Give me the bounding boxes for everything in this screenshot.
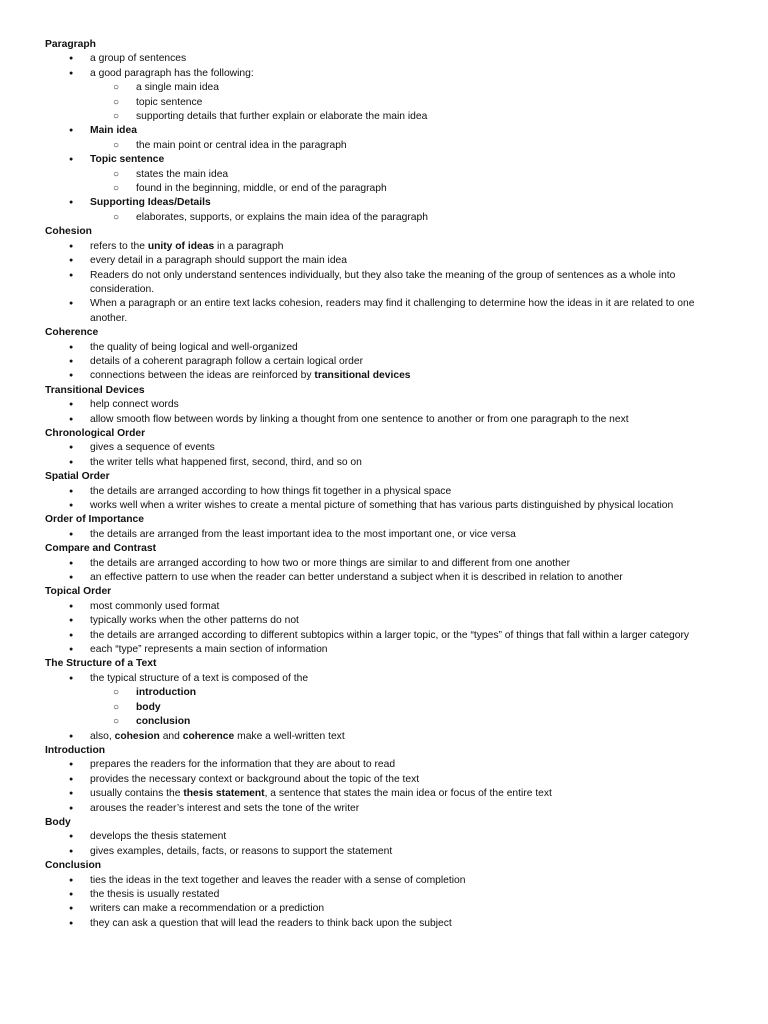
bullet-icon: ●	[69, 242, 74, 250]
bullet-icon: ●	[69, 775, 74, 783]
bullet-item	[45, 441, 725, 455]
bold-text: Topical Order	[45, 586, 112, 598]
bullet-item	[45, 413, 725, 427]
line-text	[90, 557, 725, 571]
bold-text: Transitional Devices	[45, 384, 145, 396]
bullet-icon: ●	[69, 300, 74, 308]
bullet-item	[45, 571, 725, 585]
line-text	[90, 902, 725, 916]
text-run: typically works when the other patterns do not	[90, 615, 299, 627]
bold-text: The Structure of a Text	[45, 658, 157, 670]
line-text	[90, 830, 725, 844]
section-heading	[45, 542, 725, 556]
line-text	[90, 485, 725, 499]
circle-bullet-icon: ○	[113, 716, 120, 728]
bullet-item	[45, 52, 725, 66]
text-run: also,	[90, 730, 115, 742]
line-text	[45, 470, 725, 484]
text-run: connections between the ideas are reinforced by	[90, 370, 315, 382]
bullet-icon: ●	[69, 69, 74, 77]
bold-text: coherence	[182, 730, 235, 742]
sub-bullet-item	[45, 139, 725, 153]
bold-text: Main idea	[90, 125, 137, 137]
text-run: gives examples, details, facts, or reasons to support the statement	[90, 845, 393, 857]
bullet-icon: ●	[69, 199, 74, 207]
bullet-icon: ●	[69, 487, 74, 495]
bullet-icon: ●	[69, 890, 74, 898]
line-text	[136, 81, 725, 95]
bullet-item	[45, 240, 725, 254]
text-run: the details are arranged from the least important idea to the most important one, or vice versa	[90, 528, 516, 540]
line-text	[136, 139, 725, 153]
bold-text: Order of Importance	[45, 514, 144, 526]
bullet-item	[45, 802, 725, 816]
text-run: a single main idea	[136, 82, 219, 94]
bullet-item	[45, 369, 725, 383]
bullet-icon: ●	[69, 833, 74, 841]
line-text	[90, 456, 725, 470]
text-run: arouses the reader’s interest and sets the tone of the writer	[90, 802, 360, 814]
bold-text: Supporting Ideas/Details	[90, 197, 211, 209]
bullet-icon: ●	[69, 617, 74, 625]
bullet-icon: ●	[69, 444, 74, 452]
sub-bullet-item	[45, 701, 725, 715]
text-run: states the main idea	[136, 168, 229, 180]
bullet-icon: ●	[69, 905, 74, 913]
bullet-item	[45, 917, 725, 931]
bullet-icon: ●	[69, 790, 74, 798]
line-text	[136, 182, 725, 196]
bullet-icon: ●	[69, 761, 74, 769]
bullet-item	[45, 902, 725, 916]
bullet-icon: ●	[69, 372, 74, 380]
bold-text: Spatial Order	[45, 471, 110, 483]
line-text	[90, 787, 725, 801]
bold-text: Introduction	[45, 744, 106, 756]
bullet-item	[45, 254, 725, 268]
text-run: a group of sentences	[90, 53, 187, 65]
sub-bullet-item	[45, 96, 725, 110]
text-run: elaborates, supports, or explains the main idea of the paragraph	[136, 211, 428, 223]
bullet-icon: ●	[69, 876, 74, 884]
section-heading	[45, 744, 725, 758]
bullet-icon: ●	[69, 847, 74, 855]
bullet-item	[45, 485, 725, 499]
bullet-item	[45, 600, 725, 614]
section-heading	[45, 225, 725, 239]
bullet-icon: ●	[69, 602, 74, 610]
bullet-item	[45, 614, 725, 628]
line-text	[90, 52, 725, 66]
bold-text: Conclusion	[45, 860, 102, 872]
bullet-item	[45, 153, 725, 167]
bullet-icon: ●	[69, 127, 74, 135]
bullet-item	[45, 888, 725, 902]
line-text	[45, 427, 725, 441]
text-run: , a sentence that states the main idea or focus of the entire text	[264, 788, 552, 800]
line-text	[136, 211, 725, 225]
text-run: prepares the readers for the information that they are about to read	[90, 759, 396, 771]
text-run: the quality of being logical and well-organized	[90, 341, 298, 353]
line-text	[136, 168, 725, 182]
line-text	[90, 67, 725, 81]
bullet-item	[45, 341, 725, 355]
bullet-icon: ●	[69, 401, 74, 409]
line-text	[90, 571, 725, 585]
sub-bullet-item	[45, 686, 725, 700]
line-text	[45, 657, 725, 671]
line-text	[45, 326, 725, 340]
line-text	[90, 269, 725, 298]
line-text	[90, 614, 725, 628]
bullet-item	[45, 456, 725, 470]
text-run: the details are arranged according to different subtopics within a larger topic, or the “types” of things that fall within a larger category	[90, 629, 690, 641]
circle-bullet-icon: ○	[113, 211, 120, 223]
line-text	[136, 96, 725, 110]
line-text	[90, 124, 725, 138]
circle-bullet-icon: ○	[113, 701, 120, 713]
bullet-icon: ●	[69, 415, 74, 423]
line-text	[136, 701, 725, 715]
bold-text: Compare and Contrast	[45, 543, 156, 555]
section-heading	[45, 859, 725, 873]
bullet-item	[45, 758, 725, 772]
text-run: and	[159, 730, 183, 742]
bullet-item	[45, 196, 725, 210]
text-run: the writer tells what happened first, second, third, and so on	[90, 456, 362, 468]
line-text	[90, 600, 725, 614]
text-run: each “type” represents a main section of information	[90, 644, 328, 656]
bullet-item	[45, 672, 725, 686]
line-text	[45, 859, 725, 873]
line-text	[90, 355, 725, 369]
bullet-item	[45, 499, 725, 513]
bullet-item	[45, 845, 725, 859]
text-run: provides the necessary context or background about the topic of the text	[90, 773, 420, 785]
line-text	[90, 240, 725, 254]
text-run: make a well-written text	[234, 730, 345, 742]
line-text	[45, 225, 725, 239]
text-run: Readers do not only understand sentences individually, but they also take the meaning of the group of sentences as a whole into consideration.	[90, 269, 676, 295]
text-run: works well when a writer wishes to create a mental picture of something that has various parts distinguished by physical location	[90, 500, 674, 511]
bold-text: Body	[45, 816, 71, 828]
section-heading	[45, 657, 725, 671]
line-text	[90, 643, 725, 657]
text-run: the details are arranged according to how two or more things are similar to and different from one another	[90, 557, 571, 569]
bold-text: conclusion	[136, 716, 191, 728]
bold-text: Coherence	[45, 327, 99, 339]
bold-text: thesis statement	[183, 788, 265, 800]
bullet-item	[45, 355, 725, 369]
text-run: help connect words	[90, 399, 179, 411]
bold-text: unity of ideas	[147, 240, 215, 252]
bullet-item	[45, 830, 725, 844]
line-text	[136, 686, 725, 700]
bullet-icon: ●	[69, 55, 74, 63]
circle-bullet-icon: ○	[113, 82, 120, 94]
bullet-item	[45, 874, 725, 888]
line-text	[45, 38, 725, 52]
circle-bullet-icon: ○	[113, 687, 120, 699]
line-text	[90, 629, 725, 643]
circle-bullet-icon: ○	[113, 139, 120, 151]
section-heading	[45, 585, 725, 599]
line-text	[90, 802, 725, 816]
bold-text: Chronological Order	[45, 427, 146, 439]
document-body	[45, 38, 725, 931]
text-run: they can ask a question that will lead the readers to think back upon the subject	[90, 917, 452, 929]
section-heading	[45, 470, 725, 484]
line-text	[45, 585, 725, 599]
bullet-item	[45, 269, 725, 298]
bullet-icon: ●	[69, 502, 74, 509]
line-text	[90, 730, 725, 744]
bullet-icon: ●	[69, 559, 74, 567]
circle-bullet-icon: ○	[113, 168, 120, 180]
section-heading	[45, 513, 725, 527]
section-heading	[45, 38, 725, 52]
text-run: develops the thesis statement	[90, 831, 227, 843]
line-text	[45, 744, 725, 758]
bullet-icon: ●	[69, 804, 74, 812]
line-text	[90, 888, 725, 902]
bullet-icon: ●	[69, 574, 74, 582]
text-run: most commonly used format	[90, 600, 220, 612]
line-text	[90, 153, 725, 167]
text-run: refers to the	[90, 240, 148, 252]
section-heading	[45, 816, 725, 830]
line-text	[90, 254, 725, 268]
bullet-icon: ●	[69, 732, 74, 740]
bullet-icon: ●	[69, 530, 74, 538]
bullet-item	[45, 557, 725, 571]
text-run: When a paragraph or an entire text lacks cohesion, readers may find it challenging to determine how the ideas in it are related to one another.	[90, 298, 695, 324]
section-heading	[45, 326, 725, 340]
circle-bullet-icon: ○	[113, 183, 120, 195]
bold-text: introduction	[136, 687, 197, 699]
sub-bullet-item	[45, 81, 725, 95]
line-text	[90, 398, 725, 412]
bold-text: transitional devices	[314, 370, 411, 382]
sub-bullet-item	[45, 110, 725, 124]
bullet-icon: ●	[69, 156, 74, 164]
line-text	[90, 369, 725, 383]
line-text	[90, 441, 725, 455]
text-run: gives a sequence of events	[90, 442, 215, 454]
sub-bullet-item	[45, 168, 725, 182]
bullet-icon: ●	[69, 458, 74, 466]
text-run: topic sentence	[136, 96, 203, 108]
bullet-icon: ●	[69, 343, 74, 351]
bullet-item	[45, 643, 725, 657]
bold-text: cohesion	[114, 730, 160, 742]
line-text	[45, 542, 725, 556]
bullet-icon: ●	[69, 674, 74, 682]
text-run: ties the ideas in the text together and leaves the reader with a sense of completion	[90, 874, 466, 886]
line-text	[90, 196, 725, 210]
bullet-icon: ●	[69, 919, 74, 927]
bold-text: Topic sentence	[90, 154, 165, 166]
bullet-item	[45, 787, 725, 801]
circle-bullet-icon: ○	[113, 96, 120, 108]
bullet-item	[45, 629, 725, 643]
line-text	[90, 297, 725, 326]
line-text	[90, 672, 725, 686]
bold-text: body	[136, 701, 161, 713]
section-heading	[45, 427, 725, 441]
line-text	[90, 413, 725, 427]
bullet-item	[45, 528, 725, 542]
line-text	[90, 758, 725, 772]
text-run: supporting details that further explain or elaborate the main idea	[136, 111, 428, 123]
line-text	[136, 110, 725, 124]
text-run: every detail in a paragraph should support the main idea	[90, 255, 348, 267]
text-run: in a paragraph	[214, 240, 284, 252]
bullet-icon: ●	[69, 631, 74, 639]
line-text	[90, 528, 725, 542]
line-text	[90, 874, 725, 888]
bullet-item	[45, 67, 725, 81]
line-text	[90, 499, 725, 513]
sub-bullet-item	[45, 715, 725, 729]
line-text	[45, 384, 725, 398]
bullet-item	[45, 398, 725, 412]
bullet-icon: ●	[69, 646, 74, 654]
text-run: an effective pattern to use when the reader can better understand a subject when it is described in relation to another	[90, 572, 623, 584]
bullet-item	[45, 773, 725, 787]
sub-bullet-item	[45, 211, 725, 225]
line-text	[90, 845, 725, 859]
bold-text: Cohesion	[45, 226, 92, 238]
bullet-item	[45, 297, 725, 326]
text-run: allow smooth flow between words by linking a thought from one sentence to another or from one paragraph to the next	[90, 413, 629, 425]
line-text	[90, 917, 725, 931]
line-text	[90, 341, 725, 355]
line-text	[136, 715, 725, 729]
line-text	[45, 816, 725, 830]
line-text	[45, 513, 725, 527]
text-run: the main point or central idea in the paragraph	[136, 139, 347, 151]
text-run: details of a coherent paragraph follow a certain logical order	[90, 355, 364, 367]
sub-bullet-item	[45, 182, 725, 196]
section-heading	[45, 384, 725, 398]
text-run: the typical structure of a text is composed of the	[90, 672, 309, 684]
bullet-icon: ●	[69, 357, 74, 365]
bullet-icon: ●	[69, 271, 74, 279]
text-run: the details are arranged according to how things fit together in a physical space	[90, 485, 452, 497]
bullet-icon: ●	[69, 257, 74, 265]
line-text	[90, 773, 725, 787]
circle-bullet-icon: ○	[113, 111, 120, 123]
text-run: writers can make a recommendation or a prediction	[90, 903, 325, 915]
bullet-item	[45, 124, 725, 138]
text-run: usually contains the	[90, 788, 184, 800]
text-run: the thesis is usually restated	[90, 888, 220, 900]
text-run: found in the beginning, middle, or end of the paragraph	[136, 183, 387, 195]
bullet-item	[45, 730, 725, 744]
bold-text: Paragraph	[45, 39, 96, 50]
text-run: a good paragraph has the following:	[90, 67, 254, 79]
